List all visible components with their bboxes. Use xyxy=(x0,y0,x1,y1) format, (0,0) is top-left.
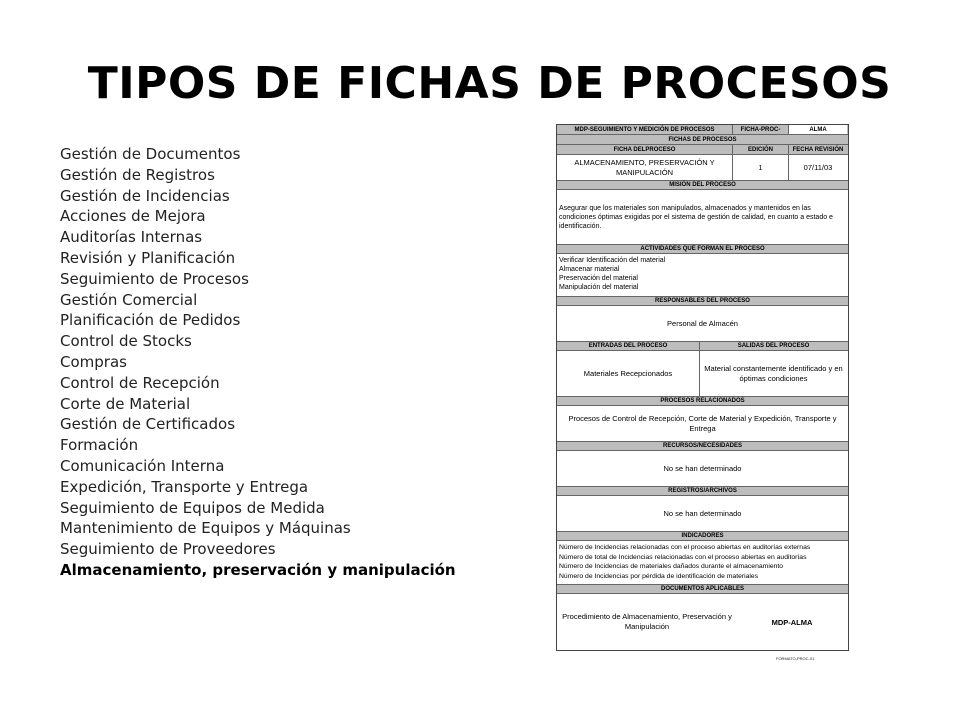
documentos-code: MDP-ALMA xyxy=(771,617,813,627)
slide-title: TIPOS DE FICHAS DE PROCESOS xyxy=(87,58,892,109)
list-item-selected: Almacenamiento, preservación y manipulación xyxy=(60,560,456,579)
list-item: Seguimiento de Equipos de Medida xyxy=(60,498,325,517)
indicadores-header-row xyxy=(557,532,848,541)
col-fecha: FECHA REVISIÓN xyxy=(792,146,844,153)
list-item: Acciones de Mejora xyxy=(60,207,206,226)
form-top-mid: FICHA-PROC- xyxy=(733,125,789,134)
actividad-item: Verificar Identificación del material xyxy=(559,257,666,264)
col-edicion: EDICIÓN xyxy=(733,145,789,154)
mision-text: Asegurar que los materiales son manipulados, almacenados y mantenidos en las condiciones óptimas exigidas por el sistema de gestión de calidad, en cuanto a estado e identificación. xyxy=(559,204,833,230)
relacionados-header-row xyxy=(557,397,848,406)
list-item: Compras xyxy=(60,352,127,371)
registros-header: REGISTROS/ARCHIVOS xyxy=(668,488,737,494)
salidas-header: SALIDAS DEL PROCESO xyxy=(737,343,810,349)
recursos-header-row xyxy=(557,442,848,451)
relacionados-row xyxy=(557,406,848,442)
actividades-row xyxy=(557,254,848,297)
actividades-header: ACTIVIDADES QUE FORMAN EL PROCESO xyxy=(640,246,765,252)
responsables-header: RESPONSABLES DEL PROCESO xyxy=(655,298,750,304)
responsables-header-row xyxy=(557,297,848,306)
list-item: Mantenimiento de Equipos y Máquinas xyxy=(60,519,351,538)
list-item: Gestión de Certificados xyxy=(60,415,236,434)
recursos-value: No se han determinado xyxy=(663,464,742,473)
salidas-value: Material constantemente identificado y en óptimas condiciones xyxy=(704,363,843,383)
form-top-code: ALMA xyxy=(789,125,847,134)
documentos-header: DOCUMENTOS APLICABLES xyxy=(660,586,744,592)
indicadores-list xyxy=(557,541,848,584)
list-item: Seguimiento de Procesos xyxy=(60,269,249,288)
actividades-header-row xyxy=(557,245,848,254)
entradas-salidas-row xyxy=(557,351,848,397)
registros-row xyxy=(557,496,848,532)
list-item: Gestión de Documentos xyxy=(60,145,241,163)
fecha-value: 07/11/03 xyxy=(803,163,833,172)
list-item: Expedición, Transporte y Entrega xyxy=(60,477,309,496)
actividad-item: Preservación del material xyxy=(559,275,638,282)
list-item: Seguimiento de Proveedores xyxy=(60,540,276,559)
list-item: Corte de Material xyxy=(60,394,191,413)
mision-header: MISIÓN DEL PROCESO xyxy=(669,182,736,188)
form-top-row xyxy=(557,125,848,135)
entradas-header: ENTRADAS DEL PROCESO xyxy=(557,342,700,350)
mision-header-row xyxy=(557,181,848,190)
ficha-value: ALMACENAMIENTO, PRESERVACIÓN Y MANIPULACIÓN xyxy=(557,155,733,180)
documentos-value: Procedimiento de Almacenamiento, Preservación y Manipulación xyxy=(562,612,732,631)
relacionados-value: Procesos de Control de Recepción, Corte de Material y Expedición, Transporte y Entrega xyxy=(568,413,837,433)
process-form xyxy=(556,124,849,651)
ficha-columns-row xyxy=(557,145,848,155)
actividades-list xyxy=(557,254,848,296)
indicador-item: Número de Incidencias por pérdida de identificación de materiales xyxy=(559,572,759,580)
indicador-item: Número de total de Incidencias relacionadas con el proceso abiertas en auditorías xyxy=(559,553,807,561)
list-item: Control de Recepción xyxy=(60,373,220,392)
process-list xyxy=(60,144,456,581)
list-item: Revisión y Planificación xyxy=(60,248,236,267)
col-ficha: FICHA DELPROCESO xyxy=(557,145,733,154)
responsables-value: Personal de Almacén xyxy=(667,319,738,328)
entradas-salidas-header-row xyxy=(557,342,848,351)
indicadores-header: INDICADORES xyxy=(681,533,724,539)
relacionados-header: PROCESOS RELACIONADOS xyxy=(660,398,745,404)
actividad-item: Almacenar material xyxy=(559,266,620,273)
indicador-item: Número de Incidencias relacionadas con el proceso abiertas en auditorías externas xyxy=(559,544,811,551)
list-item: Planificación de Pedidos xyxy=(60,311,241,330)
documentos-row xyxy=(557,594,848,650)
registros-header-row xyxy=(557,487,848,496)
actividad-item: Manipulación del material xyxy=(559,284,639,291)
recursos-row xyxy=(557,451,848,487)
list-item: Gestión de Registros xyxy=(60,165,215,184)
list-item: Formación xyxy=(60,436,139,455)
mision-row xyxy=(557,190,848,245)
recursos-header: RECURSOS/NECESIDADES xyxy=(662,443,742,449)
edicion-value: 1 xyxy=(733,155,789,180)
fichas-header: FICHAS DE PROCESOS xyxy=(668,136,737,143)
list-item: Gestión Comercial xyxy=(60,290,198,309)
indicadores-row xyxy=(557,541,848,585)
list-item: Comunicación Interna xyxy=(60,456,225,475)
form-footer-code: FORMATO-PROC-01 xyxy=(776,656,815,661)
list-item: Auditorías Internas xyxy=(60,228,203,247)
fichas-header-row xyxy=(557,135,848,145)
indicador-item: Número de Incidencias de materiales dañados durante el almacenamiento xyxy=(559,563,784,570)
entradas-value: Materiales Recepcionados xyxy=(557,351,700,396)
list-item: Gestión de Incidencias xyxy=(60,186,230,205)
registros-value: No se han determinado xyxy=(663,509,742,518)
responsables-row xyxy=(557,306,848,342)
list-item: Control de Stocks xyxy=(60,332,192,351)
documentos-header-row xyxy=(557,585,848,594)
form-top-left: MDP-SEGUIMIENTO Y MEDICIÓN DE PROCESOS xyxy=(557,125,733,134)
ficha-values-row xyxy=(557,155,848,181)
